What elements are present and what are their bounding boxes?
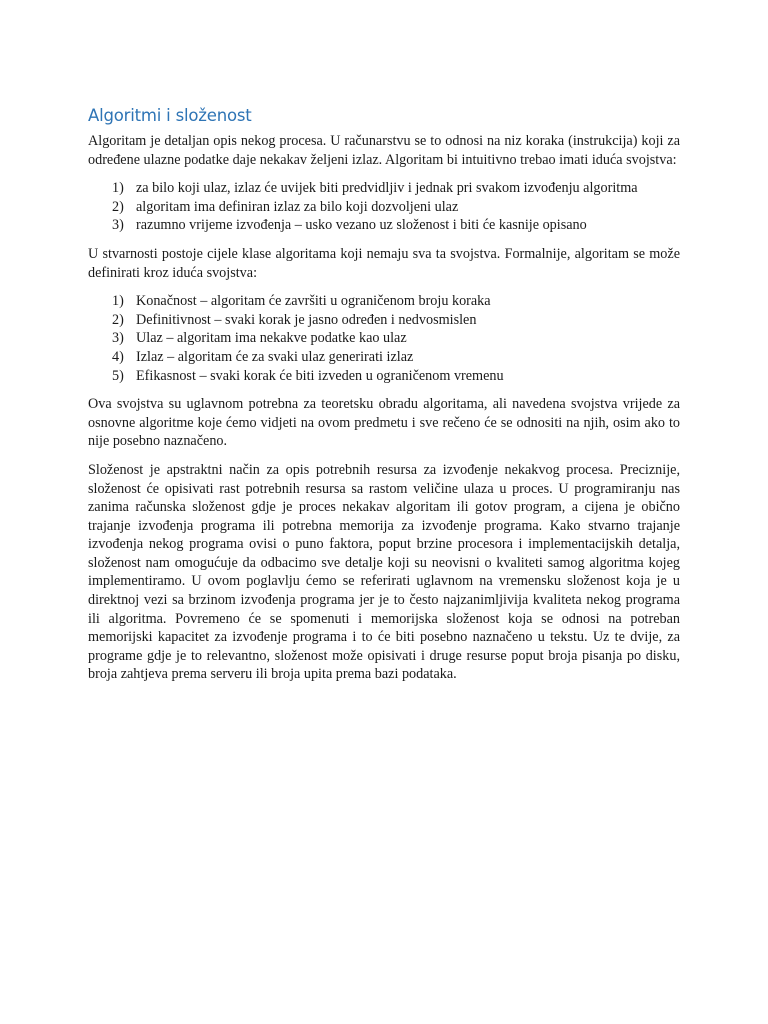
list-item-number: 1) xyxy=(112,180,124,197)
list-item-text: Definitivnost – svaki korak je jasno određen i nedvosmislen xyxy=(136,311,477,328)
section-heading: Algoritmi i složenost xyxy=(88,106,252,125)
list-item-text: Konačnost – algoritam će završiti u ograničenom broju koraka xyxy=(136,293,491,310)
list-item xyxy=(88,367,680,386)
list-item xyxy=(88,348,680,367)
list-item-number: 3) xyxy=(112,217,124,234)
list-item-text: algoritam ima definiran izlaz za bilo koji dozvoljeni ulaz xyxy=(136,198,459,215)
list-item-number: 2) xyxy=(112,198,124,215)
list-item xyxy=(88,216,680,235)
properties-list-formal xyxy=(88,292,680,385)
list-item-text: Efikasnost – svaki korak će biti izveden u ograničenom vremenu xyxy=(136,367,504,384)
list-item-text: Ulaz – algoritam ima nekakve podatke kao ulaz xyxy=(136,330,407,347)
list-item-text: razumno vrijeme izvođenja – usko vezano uz složenost i biti će kasnije opisano xyxy=(136,217,587,234)
list-item xyxy=(88,329,680,348)
complexity-paragraph: Složenost je apstraktni način za opis potrebnih resursa za izvođenje nekakvog procesa. Preciznije, složenost će opisivati rast potrebnih resursa sa rastom veličine ulaza u proces. U programiranju nas zanima računska složenost gdje je proces nekakav algoritam ili gotov program, a cijena je obično trajanje izvođenja programa ili potrebna memorija za izvođenje programa. Kako stvarno trajanje izvođenja nekog programa ovisi o puno faktora, poput brzine procesora i implementacijskih detalja, složenost nam omogućuje da odbacimo sve detalje koji su neovisni o kvaliteti samog algoritma kojeg implementiramo. U ovom poglavlju ćemo se referirati uglavnom na vremensku složenost koja je u direktnoj vezi sa brzinom izvođenja programa jer je to često najzanimljivija kvaliteta nekog programa ili algoritma. Povremeno će se spomenuti i memorijska složenost koja se odnosi na potreban memorijski kapacitet za izvođenje programa i to će biti posebno naznačeno u tekstu. Uz te dvije, za programe gdje je to relevantno, složenost može opisivati i druge resurse poput broja pisanja po disku, broja zahtjeva prema serveru ili broja upita prema bazi podataka. xyxy=(88,461,680,683)
formal-properties-paragraph: U stvarnosti postoje cijele klase algoritama koji nemaju sva ta svojstva. Formalnije, algoritam se može definirati kroz iduća svojstva: xyxy=(88,245,680,281)
list-item-number: 5) xyxy=(112,367,124,384)
theory-note-paragraph: Ova svojstva su uglavnom potrebna za teoretsku obradu algoritama, ali navedena svojstva vrijede za osnovne algoritme koje ćemo vidjeti na ovom predmetu i sve rečeno će se odnositi na njih, osim ako to nije posebno naznačeno. xyxy=(88,396,680,450)
list-item-number: 1) xyxy=(112,293,124,310)
list-item xyxy=(88,292,680,311)
document-body xyxy=(88,104,680,694)
list-item xyxy=(88,311,680,330)
list-item-text: Izlaz – algoritam će za svaki ulaz generirati izlaz xyxy=(136,348,414,365)
list-item-number: 3) xyxy=(112,330,124,347)
list-item-number: 2) xyxy=(112,311,124,328)
list-item xyxy=(88,179,680,198)
intro-paragraph: Algoritam je detaljan opis nekog procesa. U računarstvu se to odnosi na niz koraka (instrukcija) koji za određene ulazne podatke daje nekakav željeni izlaz. Algoritam bi intuitivno trebao imati iduća svojstva: xyxy=(88,133,680,168)
list-item-number: 4) xyxy=(112,348,124,365)
list-item xyxy=(88,198,680,217)
list-item-text: za bilo koji ulaz, izlaz će uvijek biti predvidljiv i jednak pri svakom izvođenju algoritma xyxy=(136,180,638,197)
properties-list-intuitive xyxy=(88,179,680,235)
